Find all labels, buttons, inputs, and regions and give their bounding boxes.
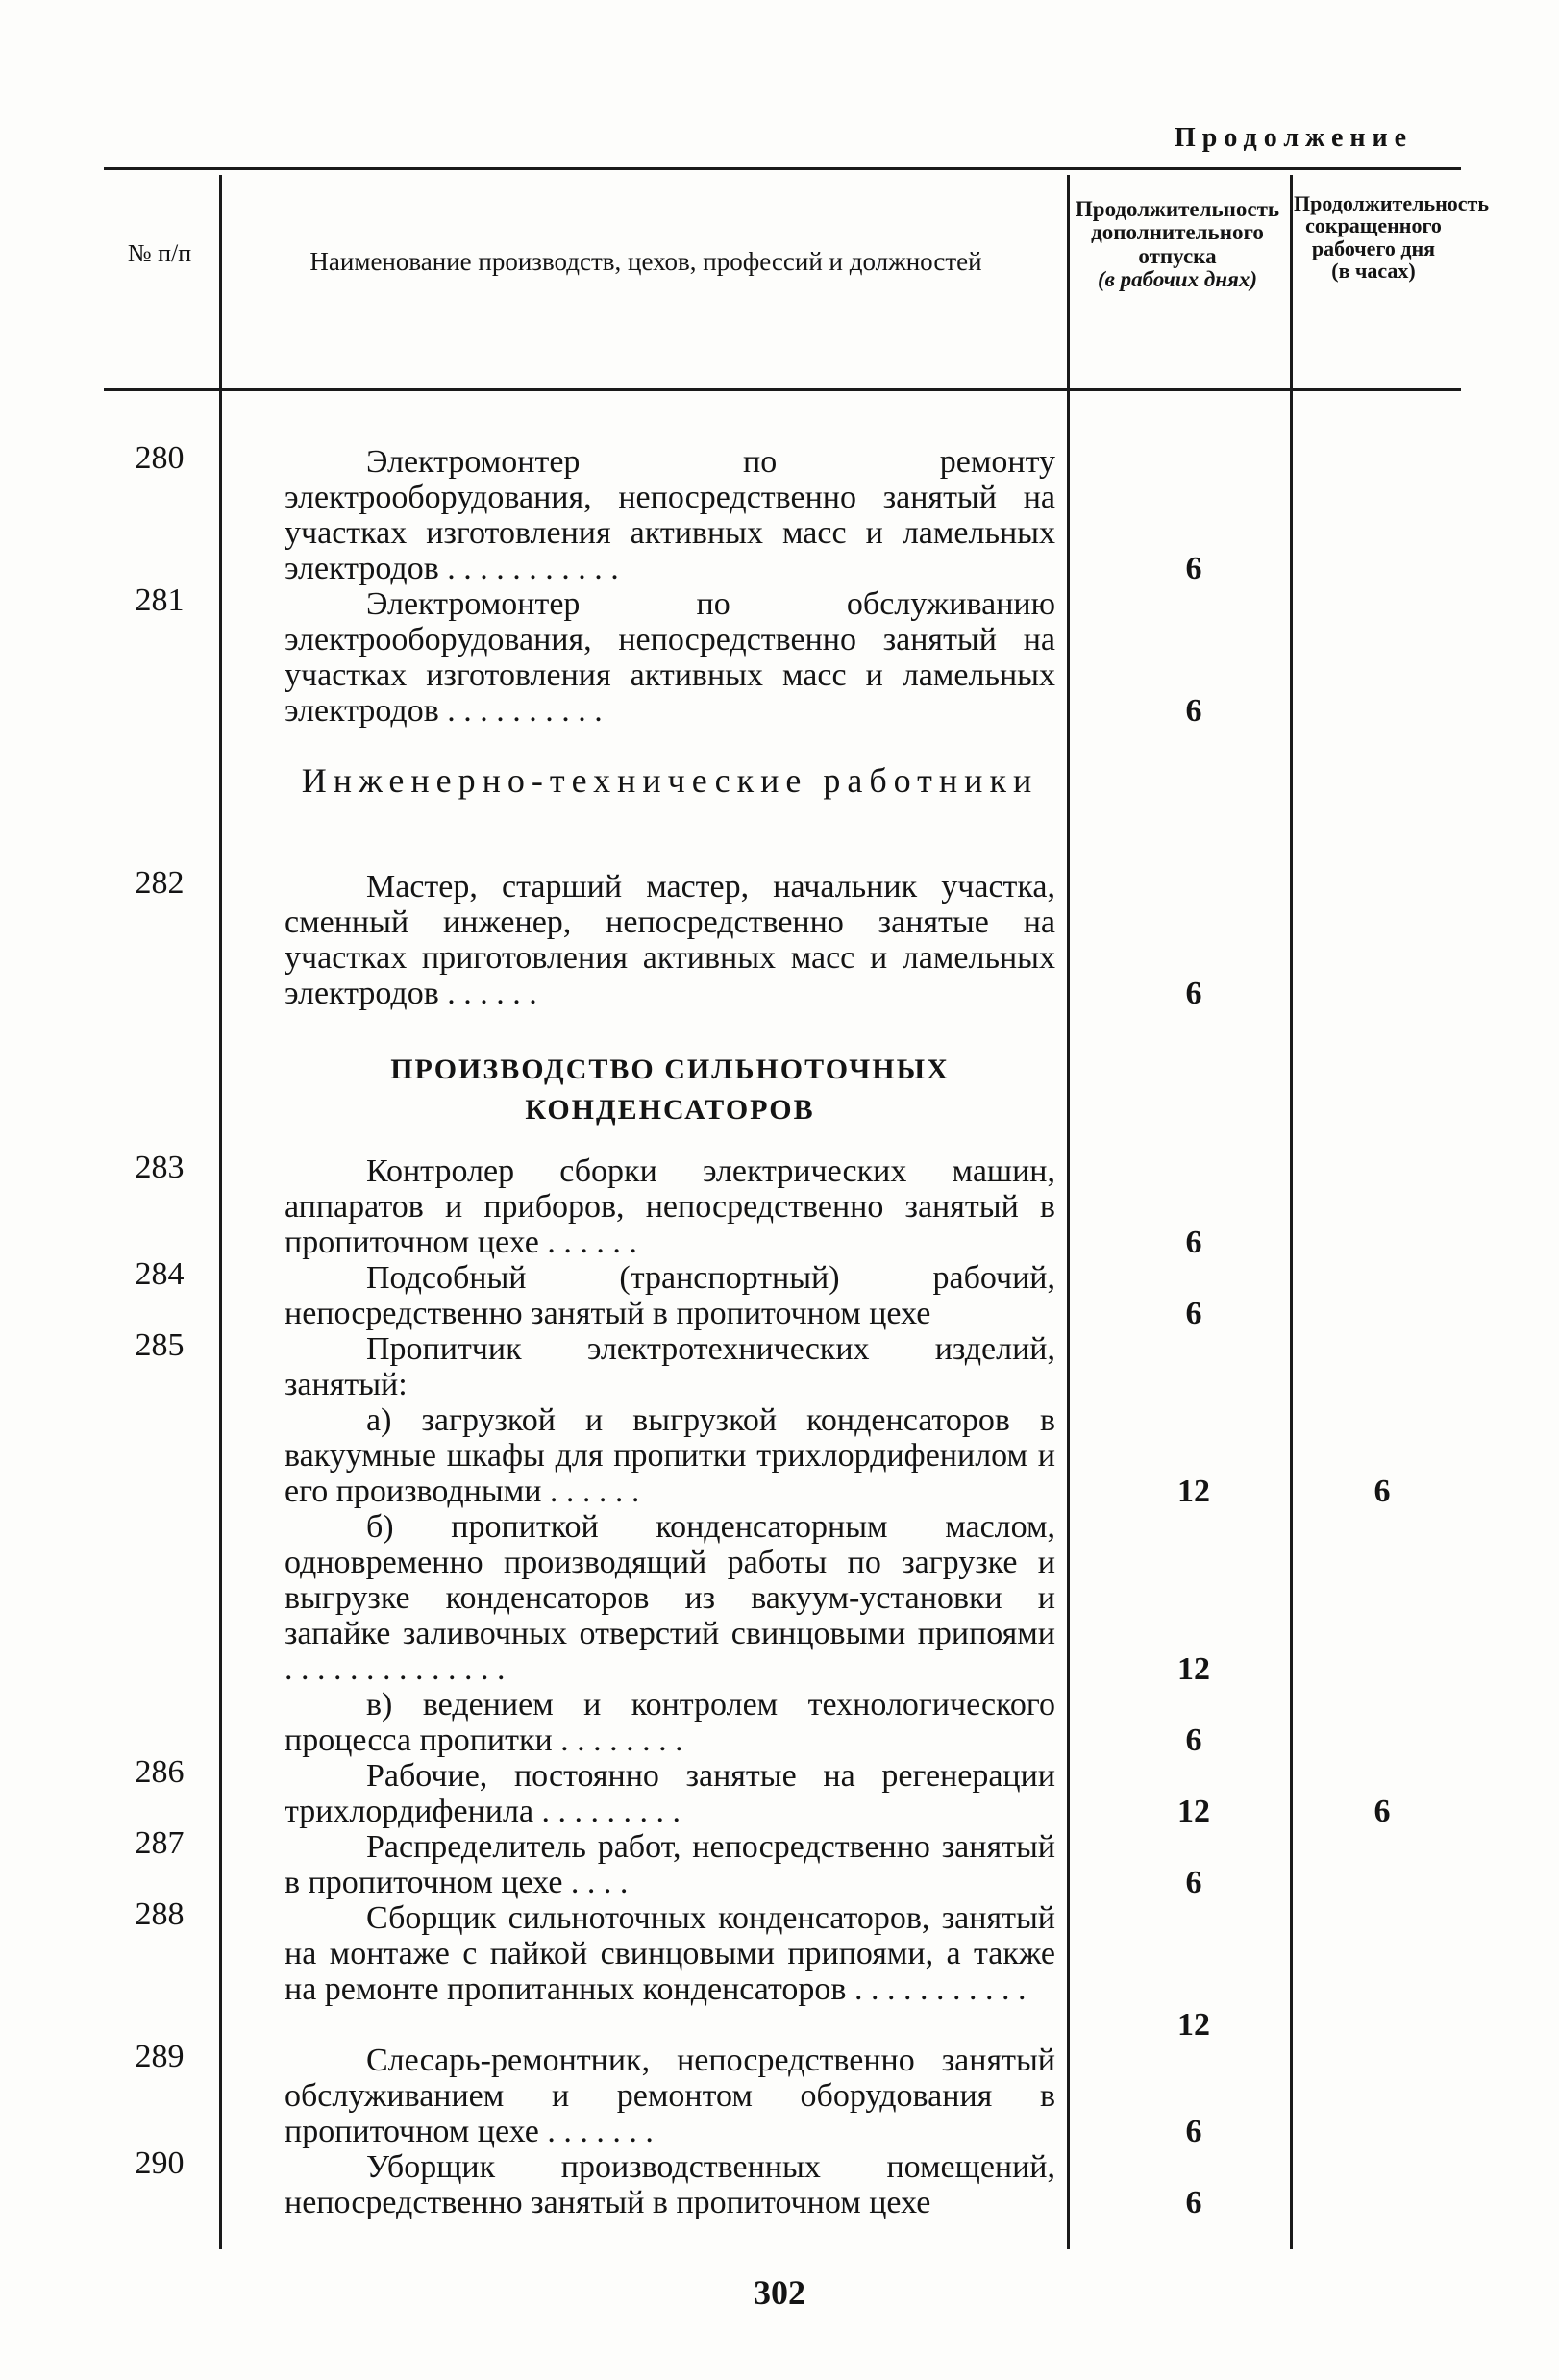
row-text: Уборщик производственных помещений, непосредственно занятый в пропиточном цехе	[285, 2149, 1055, 2220]
row-vacation-days: 12	[1177, 1794, 1210, 1829]
row-text: Сборщик сильноточных конденсаторов, занятый на монтаже с пайкой свинцовыми припоями, а также на ремонте пропитанных конденсаторов . . . . . . . . . . .	[285, 1900, 1055, 2007]
row-text: Слесарь-ремонтник, непосредственно занятый обслуживанием и ремонтом оборудования в пропиточном цехе . . . . . . .	[285, 2043, 1055, 2149]
row-number: 284	[135, 1256, 185, 1292]
row-subitem-text: б) пропиткой конденсаторным маслом, одновременно производящий работы по загрузке и выгрузке конденсаторов из вакуум-установки и запайке заливочных отверстий свинцовыми припоями . . . . . . . . . . . . . .	[285, 1509, 1055, 1687]
row-number: 280	[135, 440, 185, 476]
row-vacation-days: 6	[1185, 1225, 1202, 1260]
row-text: Мастер, старший мастер, начальник участка, сменный инженер, непосредственно занятые на участках приготовления активных масс и ламельных электродов . . . . . .	[285, 869, 1055, 1011]
row-number: 287	[135, 1825, 185, 1861]
header-vacation-title: Продолжительность дополнительного отпуска	[1075, 197, 1280, 268]
header-number: № п/п	[127, 239, 192, 267]
row-number: 288	[135, 1897, 185, 1932]
header-shortened-day-unit: (в часах)	[1331, 258, 1416, 283]
row-subitem-text: в) ведением и контролем технологического процесса пропитки . . . . . . . .	[285, 1687, 1055, 1758]
table-top-rule	[104, 167, 1461, 170]
row-text: Электромонтер по ремонту электрооборудования, непосредственно занятый на участках изготовления активных масс и ламельных электродов . . . . . . . . . . .	[285, 444, 1055, 586]
row-number: 285	[135, 1327, 185, 1363]
row-number: 289	[135, 2039, 185, 2074]
row-number: 282	[135, 865, 185, 901]
row-vacation-days: 6	[1185, 2185, 1202, 2220]
row-text: Электромонтер по обслуживанию электрооборудования, непосредственно занятый на участках изготовления активных масс и ламельных электродов . . . . . . . . . .	[285, 586, 1055, 729]
header-shortened-day	[1294, 191, 1489, 283]
continuation-label: Продолжение	[1175, 123, 1414, 153]
column-divider-2	[1067, 175, 1070, 2249]
header-vacation-unit: (в рабочих днях)	[1097, 267, 1258, 292]
row-vacation-days: 12	[1177, 2007, 1210, 2043]
section-heading: Инженерно-технические работники	[301, 761, 1039, 800]
row-vacation-days: 6	[1185, 693, 1202, 729]
row-text: Пропитчик электротехнических изделий, занятый:	[285, 1331, 1055, 1402]
page-number: 302	[754, 2273, 805, 2312]
header-name: Наименование производств, цехов, профессий и должностей	[309, 247, 982, 276]
row-vacation-days: 12	[1177, 1474, 1210, 1509]
row-vacation-days: 6	[1185, 976, 1202, 1011]
row-text: Контролер сборки электрических машин, аппаратов и приборов, непосредственно занятый в пропиточном цехе . . . . . .	[285, 1153, 1055, 1260]
row-number: 283	[135, 1150, 185, 1185]
row-vacation-days: 6	[1185, 1723, 1202, 1758]
column-divider-3	[1290, 175, 1293, 2249]
row-shortened-hours: 6	[1373, 1474, 1391, 1509]
header-shortened-day-title: Продолжительность сокращенного рабочего дня	[1294, 191, 1489, 260]
row-text: Рабочие, постоянно занятые на регенерации трихлордифенила . . . . . . . . .	[285, 1758, 1055, 1829]
row-vacation-days: 6	[1185, 1865, 1202, 1900]
row-text: Распределитель работ, непосредственно занятый в пропиточном цехе . . . .	[285, 1829, 1055, 1900]
row-vacation-days: 6	[1185, 551, 1202, 586]
row-vacation-days: 6	[1185, 1296, 1202, 1331]
column-divider-1	[219, 175, 222, 2249]
section-heading: ПРОИЗВОДСТВО СИЛЬНОТОЧНЫХ КОНДЕНСАТОРОВ	[390, 1054, 950, 1126]
header-bottom-rule	[104, 388, 1461, 391]
header-vacation	[1073, 198, 1282, 292]
row-vacation-days: 12	[1177, 1651, 1210, 1687]
row-vacation-days: 6	[1185, 2114, 1202, 2149]
row-text: Подсобный (транспортный) рабочий, непосредственно занятый в пропиточном цехе	[285, 1260, 1055, 1331]
row-number: 281	[135, 583, 185, 618]
row-subitem-text: а) загрузкой и выгрузкой конденсаторов в вакуумные шкафы для пропитки трихлордифенилом и его производными . . . . . .	[285, 1402, 1055, 1509]
row-number: 286	[135, 1754, 185, 1790]
row-shortened-hours: 6	[1373, 1794, 1391, 1829]
row-number: 290	[135, 2145, 185, 2181]
